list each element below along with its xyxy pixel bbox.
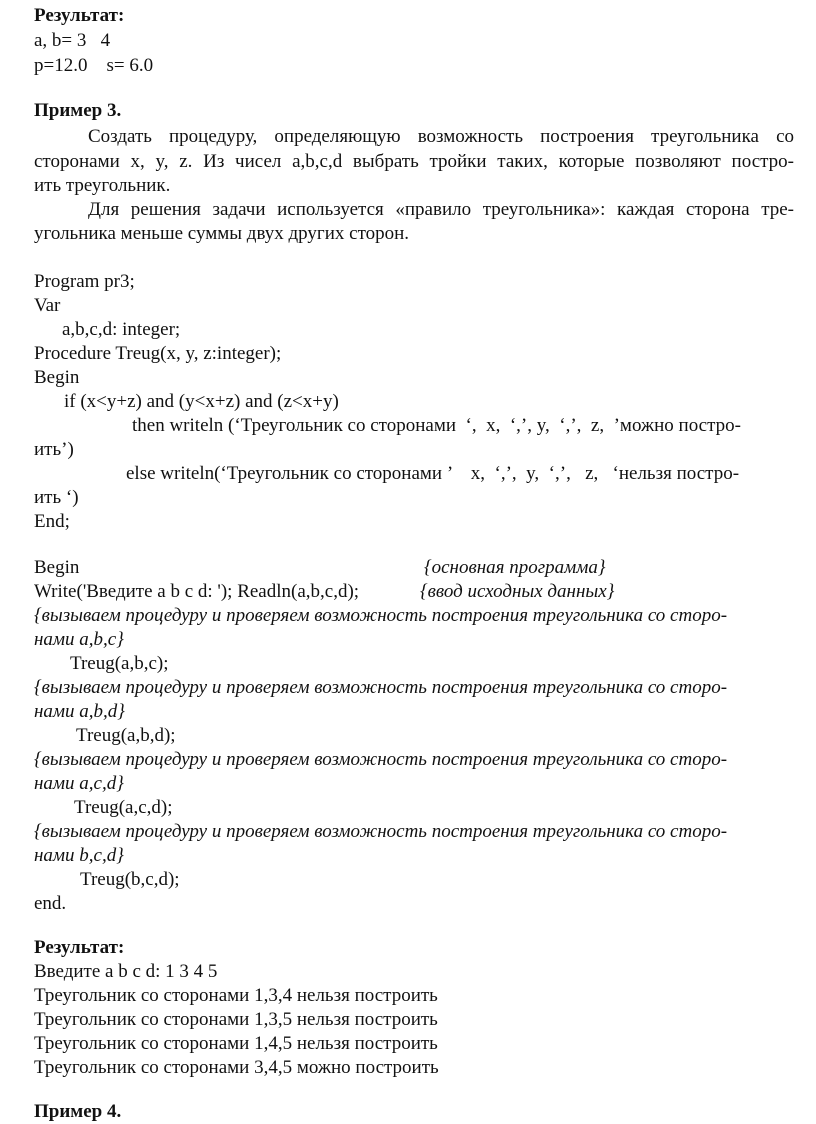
result-line: p=12.0 s= 6.0 xyxy=(34,55,154,76)
code-line: End; xyxy=(34,511,70,532)
paragraph-line: Создать процедуру, определяющую возможность построения треугольника со xyxy=(88,126,794,147)
code-line: Begin xyxy=(34,367,80,388)
result-heading: Результат: xyxy=(34,937,125,958)
result-line: Введите a b c d: 1 3 4 5 xyxy=(34,961,218,982)
result-line: Треугольник со сторонами 1,4,5 нельзя построить xyxy=(34,1033,438,1054)
paragraph-line: Для решения задачи используется «правило треугольника»: каждая сторона тре- xyxy=(88,199,794,220)
result-heading: Результат: xyxy=(34,5,125,26)
code-line: Treug(b,c,d); xyxy=(80,869,180,890)
code-line: ить ‘) xyxy=(34,487,79,508)
code-comment: нами b,c,d} xyxy=(34,845,124,866)
code-comment: нами a,b,c} xyxy=(34,629,124,650)
code-comment: {ввод исходных данных} xyxy=(420,581,615,602)
code-line: else writeln(‘Треугольник со сторонами ’ x, ‘,’, y, ‘,’, z, ‘нельзя постро- xyxy=(126,463,740,484)
code-comment: {основная программа} xyxy=(424,557,606,578)
paragraph-line: ить треугольник. xyxy=(34,175,171,196)
code-line: if (x<y+z) and (y<x+z) and (z<x+y) xyxy=(64,391,339,412)
result-line: Треугольник со сторонами 1,3,5 нельзя построить xyxy=(34,1009,438,1030)
code-comment: нами a,b,d} xyxy=(34,701,125,722)
code-comment: {вызываем процедуру и проверяем возможность построения треугольника со сторо- xyxy=(34,605,728,626)
code-line: Treug(a,c,d); xyxy=(74,797,173,818)
code-line: Var xyxy=(34,295,61,316)
code-comment: {вызываем процедуру и проверяем возможность построения треугольника со сторо- xyxy=(34,749,728,770)
result-line: Треугольник со сторонами 1,3,4 нельзя построить xyxy=(34,985,438,1006)
code-line: Treug(a,b,d); xyxy=(76,725,176,746)
code-line: Treug(a,b,c); xyxy=(70,653,169,674)
code-line: Procedure Treug(x, y, z:integer); xyxy=(34,343,282,364)
result-line: Треугольник со сторонами 3,4,5 можно построить xyxy=(34,1057,439,1078)
code-comment: {вызываем процедуру и проверяем возможность построения треугольника со сторо- xyxy=(34,677,728,698)
code-line: ить’) xyxy=(34,439,74,460)
paragraph-line: угольника меньше суммы двух других сторон. xyxy=(34,223,410,244)
code-line: Program pr3; xyxy=(34,271,135,292)
code-line: Begin xyxy=(34,557,80,578)
code-line: end. xyxy=(34,893,67,914)
example-heading: Пример 3. xyxy=(34,100,122,121)
example-heading: Пример 4. xyxy=(34,1101,122,1122)
code-comment: {вызываем процедуру и проверяем возможность построения треугольника со сторо- xyxy=(34,821,728,842)
result-line: a, b= 3 4 xyxy=(34,30,111,51)
code-line: a,b,c,d: integer; xyxy=(62,319,181,340)
code-comment: нами a,c,d} xyxy=(34,773,124,794)
code-line: then writeln (‘Треугольник со сторонами ‘, x, ‘,’, y, ‘,’, z, ’можно постро- xyxy=(132,415,741,436)
paragraph-line: сторонами x, y, z. Из чисел a,b,c,d выбрать тройки таких, которые позволяют постро- xyxy=(34,151,794,172)
code-line: Write('Введите a b c d: '); Readln(a,b,c,d); xyxy=(34,581,360,602)
